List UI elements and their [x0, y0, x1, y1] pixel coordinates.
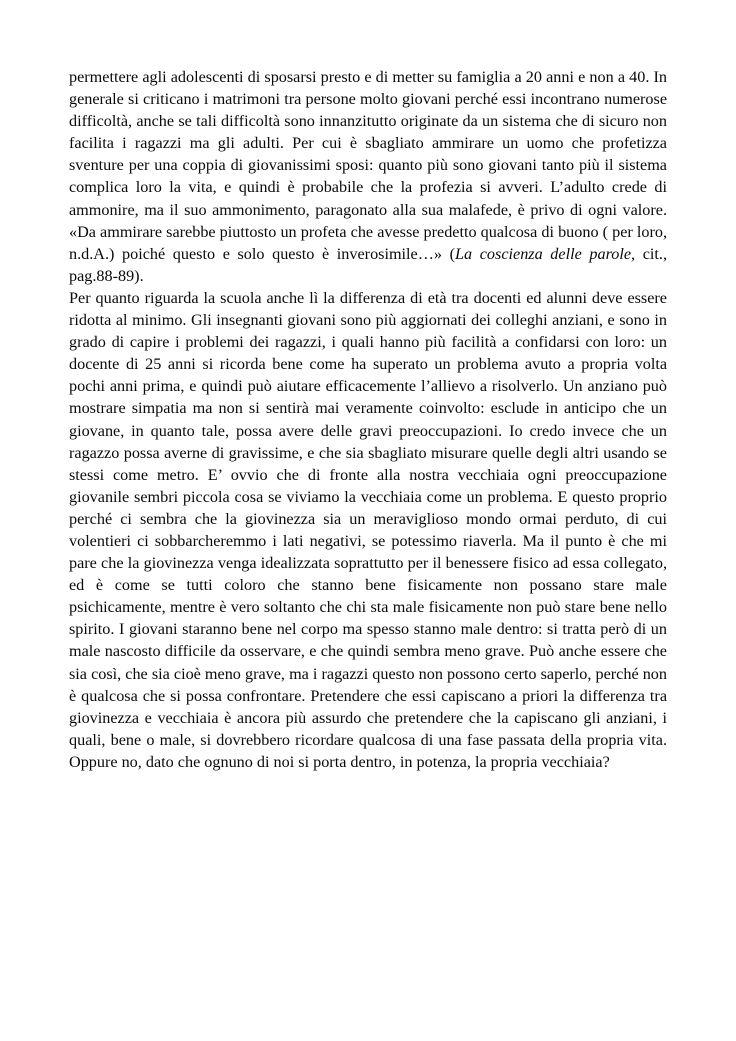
paragraph	[69, 66, 667, 287]
text-run: Per quanto riguarda la scuola anche lì la differenza di età tra docenti ed alunni deve essere ridotta al minimo. Gli insegnanti giovani sono più aggiornati dei colleghi anziani, e sono in grado di capire i problemi dei ragazzi, i quali hanno più facilità a confidarsi con loro: un docente di 25 anni si ricorda bene come ha superato un problema avuto a propria volta pochi anni prima, e quindi può aiutare efficacemente l’allievo a risolverlo. Un anziano può mostrare simpatia ma non si sentirà mai veramente coinvolto: esclude in anticipo che un giovane, in quanto tale, possa avere delle gravi preoccupazioni. Io credo invece che un ragazzo possa averne di gravissime, e che sia sbagliato misurare quelle degli altri usando se stessi come metro. E’ ovvio che di fronte alla nostra vecchiaia ogni preoccupazione giovanile sembri piccola cosa se viviamo la vecchiaia come un problema. E questo proprio perché ci sembra che la giovinezza sia un meraviglioso mondo ormai perduto, di cui volentieri ci sobbarcheremmo i lati negativi, se potessimo riaverla. Ma il punto è che mi pare che la giovinezza venga idealizzata soprattutto per il benessere fisico ad essa collegato, ed è come se tutti coloro che stanno bene fisicamente non possano stare male psichicamente, mentre è vero soltanto che chi sta male fisicamente non può stare bene nello spirito. I giovani staranno bene nel corpo ma spesso stanno male dentro: si tratta però di un male nascosto difficile da osservare, e che quindi sembra meno grave. Può anche essere che sia così, che sia cioè meno grave, ma i ragazzi questo non possono certo saperlo, perché non è qualcosa che si possa confrontare. Pretendere che essi capiscano a priori la differenza tra giovinezza e vecchiaia è ancora più assurdo che pretendere che la capiscano gli anziani, i quali, bene o male, si dovrebbero ricordare qualcosa di una fase passata della propria vita. Oppure no, dato che ognuno di noi si porta dentro, in potenza, la propria vecchiaia?	[69, 288, 667, 771]
cited-work-title: La coscienza delle parole,	[455, 244, 636, 263]
text-run: permettere agli adolescenti di sposarsi presto e di metter su famiglia a 20 anni e non a 40. In generale si criticano i matrimoni tra persone molto giovani perché essi incontrano numerose difficoltà, anche se tali difficoltà sono innanzitutto originate da un sistema che di sicuro non facilita i ragazzi ma gli adulti. Per cui è sbagliato ammirare un uomo che profetizza sventure per una coppia di giovanissimi sposi: quanto più sono giovani tanto più il sistema complica loro la vita, e quindi è probabile che la profezia si avveri. L’adulto crede di ammonire, ma il suo ammonimento, paragonato alla sua malafede, è privo di ogni valore. «Da ammirare sarebbe piuttosto un profeta che avesse predetto qualcosa di buono ( per loro, n.d.A.) poiché questo e solo questo è inverosimile…» (	[69, 68, 667, 263]
paragraph	[69, 287, 667, 773]
body-text-column	[69, 66, 667, 773]
citation-reference: cit., pag.88-89).	[69, 244, 668, 285]
